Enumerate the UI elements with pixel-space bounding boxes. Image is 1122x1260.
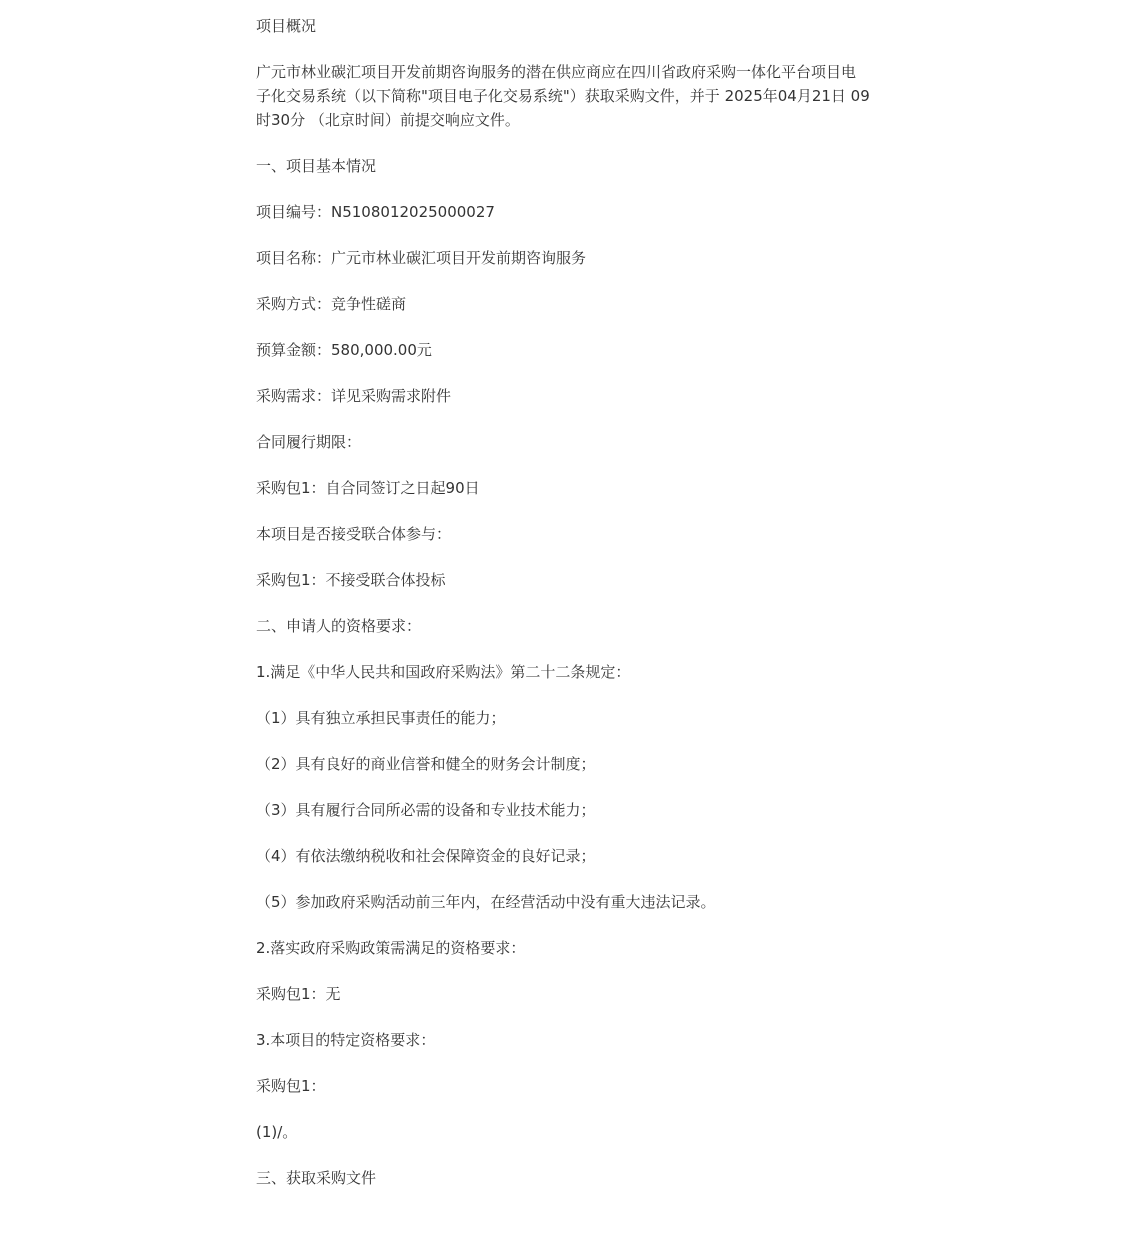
overview-text: 广元市林业碳汇项目开发前期咨询服务的潜在供应商应在四川省政府采购一体化平台项目电子化交易系统（以下简称"项目电子化交易系统"）获取采购文件，并于 2025年04月21日 09时30分 （北京时间）前提交响应文件。 xyxy=(256,63,870,129)
project-name: 项目名称：广元市林业碳汇项目开发前期咨询服务 xyxy=(256,249,587,267)
procurement-method: 采购方式：竞争性磋商 xyxy=(256,295,407,313)
qualification-item-1: 1.满足《中华人民共和国政府采购法》第二十二条规定： xyxy=(256,663,631,681)
consortium-package-1: 采购包1：不接受联合体投标 xyxy=(256,571,446,589)
project-number: 项目编号：N5108012025000027 xyxy=(256,203,495,221)
section-1-heading: 一、项目基本情况 xyxy=(256,157,377,175)
qualification-item-2: 2.落实政府采购政策需满足的资格要求： xyxy=(256,939,526,957)
qualification-item-3-package-1: 采购包1： xyxy=(256,1077,326,1095)
qualification-sub-item: （3）具有履行合同所必需的设备和专业技术能力； xyxy=(256,801,596,819)
budget-amount: 预算金额：580,000.00元 xyxy=(256,341,432,359)
qualification-item-3-detail: (1)/。 xyxy=(256,1123,298,1141)
document-body xyxy=(256,14,870,1212)
section-3-heading: 三、获取采购文件 xyxy=(256,1169,377,1187)
qualification-item-2-package-1: 采购包1：无 xyxy=(256,985,341,1003)
consortium-label: 本项目是否接受联合体参与： xyxy=(256,525,452,543)
overview-title: 项目概况 xyxy=(256,17,317,35)
section-2-heading: 二、申请人的资格要求： xyxy=(256,617,422,635)
contract-period-package-1: 采购包1：自合同签订之日起90日 xyxy=(256,479,480,497)
qualification-sub-item: （4）有依法缴纳税收和社会保障资金的良好记录； xyxy=(256,847,596,865)
qualification-sub-item: （1）具有独立承担民事责任的能力； xyxy=(256,709,506,727)
qualification-item-3: 3.本项目的特定资格要求： xyxy=(256,1031,436,1049)
procurement-requirements: 采购需求：详见采购需求附件 xyxy=(256,387,452,405)
qualification-sub-item: （2）具有良好的商业信誉和健全的财务会计制度； xyxy=(256,755,596,773)
qualification-sub-item: （5）参加政府采购活动前三年内，在经营活动中没有重大违法记录。 xyxy=(256,893,716,911)
contract-period-label: 合同履行期限： xyxy=(256,433,362,451)
